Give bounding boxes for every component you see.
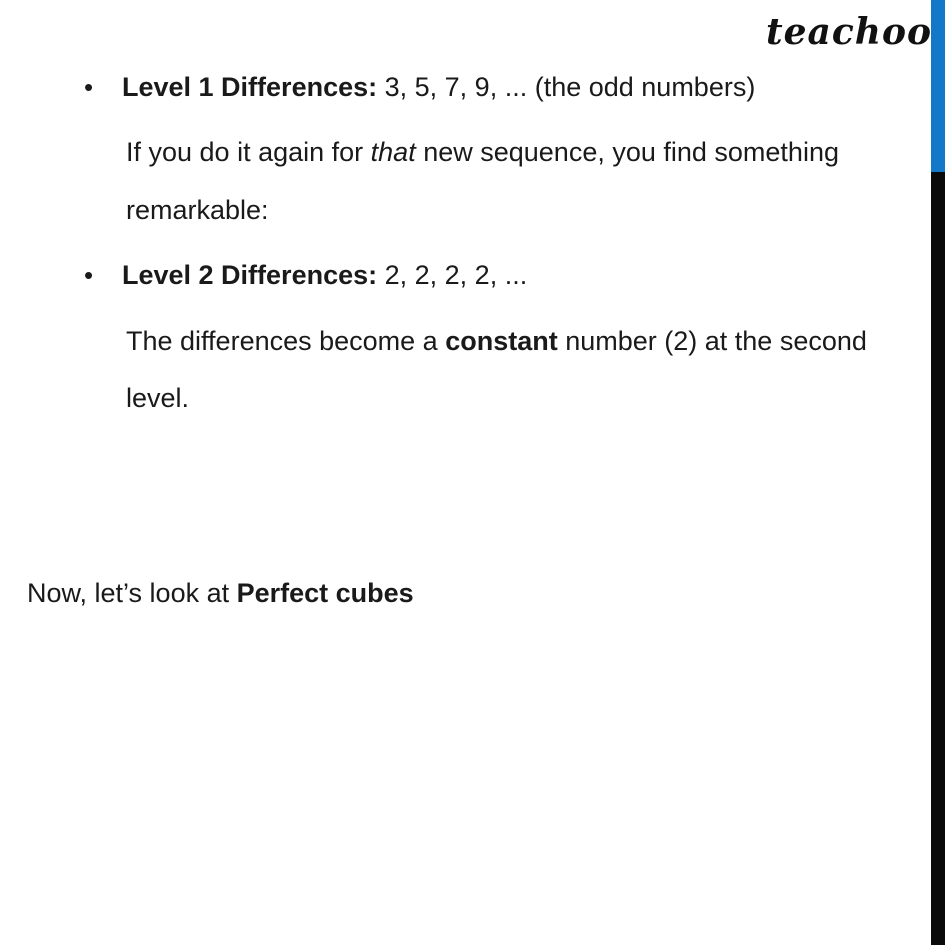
closing-bold: Perfect cubes: [236, 578, 414, 608]
teachoo-logo: teachoo: [766, 11, 932, 53]
para-1-line-1: [126, 139, 839, 166]
para-2-text-b: number (2) at the second: [557, 326, 867, 356]
bullet-2-label: Level 2 Differences:: [122, 260, 378, 290]
closing-text: Now, let’s look at: [27, 578, 237, 608]
bullet-1: [122, 74, 755, 101]
right-edge-accent: [931, 0, 945, 172]
para-1-line-2: remarkable:: [126, 195, 269, 225]
bullet-1-text: 3, 5, 7, 9, ... (the odd numbers): [377, 72, 756, 102]
para-1-emphasis: that: [370, 137, 416, 167]
bullet-1-marker: •: [84, 72, 94, 102]
bullet-2-text: 2, 2, 2, 2, ...: [377, 260, 528, 290]
para-1-text-b: new sequence, you find something: [415, 137, 839, 167]
para-2-line-2: level.: [126, 383, 190, 413]
bullet-1-label: Level 1 Differences:: [122, 72, 378, 102]
bullet-2: [122, 262, 527, 289]
para-1-text-a: If you do it again for: [126, 137, 371, 167]
closing-line: [27, 580, 414, 607]
para-2-line-1: [126, 328, 867, 355]
bullet-2-marker: •: [84, 260, 94, 290]
para-2-bold: constant: [445, 326, 558, 356]
para-2-text-a: The differences become a: [126, 326, 446, 356]
